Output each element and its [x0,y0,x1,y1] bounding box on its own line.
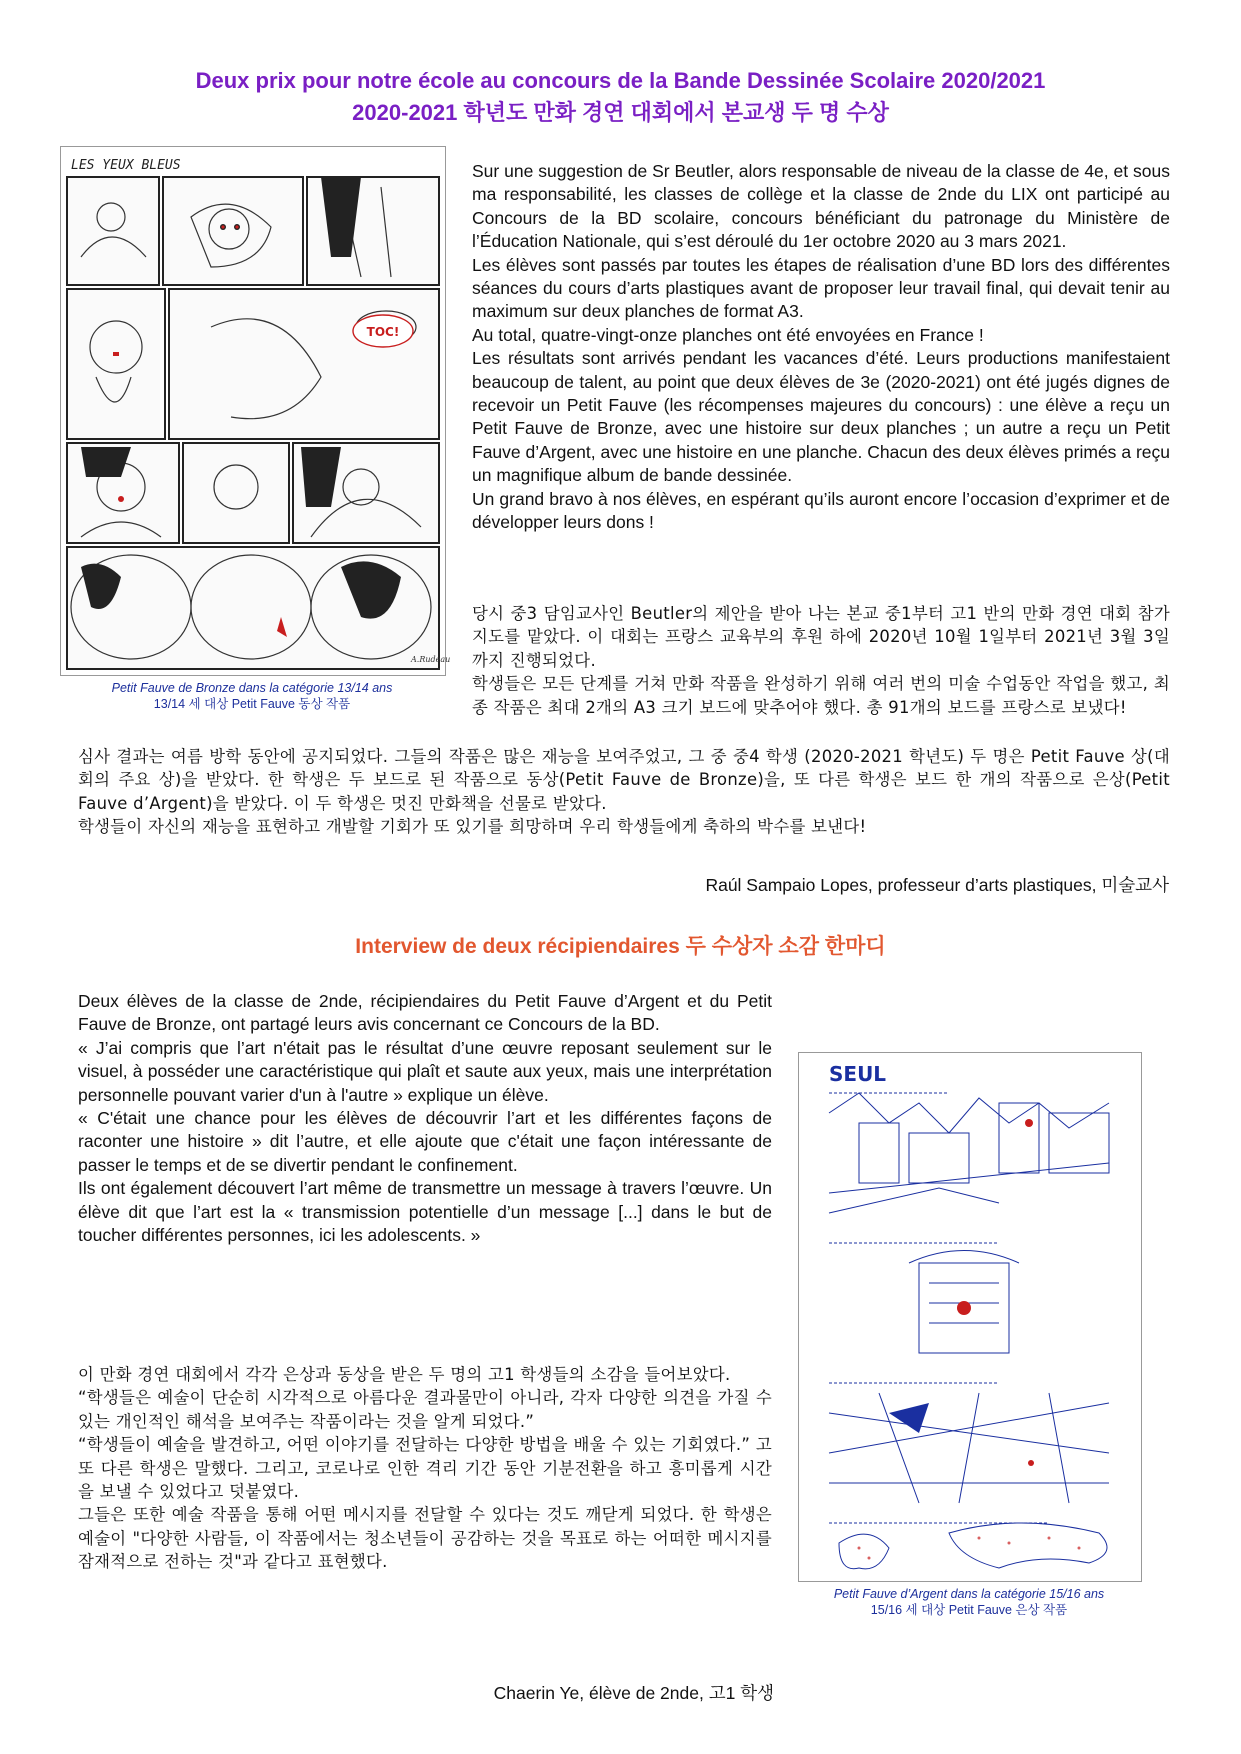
comic-figure-argent [798,1052,1142,1582]
paragraph: “학생들은 예술이 단순히 시각적으로 아름다운 결과물만이 아니라, 각자 다양한 의견을 가질 수 있는 개인적인 해석을 보여주는 작품이라는 것을 알게 되었다.” [78,1388,772,1431]
comic-title-lettering: LES YEUX BLEUS [71,158,181,173]
paragraph: Un grand bravo à nos élèves, en espérant qu’ils auront encore l’occasion d’exprimer et de développer leurs dons ! [472,488,1170,533]
article-body-ko-wide [78,745,1170,839]
interview-heading: Interview de deux récipiendaires 두 수상자 소감 한마디 [355,935,886,958]
caption-fr: Petit Fauve d’Argent dans la catégorie 15/16 ans [833,1587,1105,1601]
article-title-ko: 2020-2021 학년도 만화 경연 대회에서 본교생 두 명 수상 [352,100,889,125]
figure-caption-bronze [60,680,444,712]
paragraph: Les élèves sont passés par toutes les étapes de réalisation d’une BD lors des différentes séances du cours d’arts plastiques avant de proposer leur travail final, qui devait tenir au maximum sur deux planches de format A3. [472,254,1170,322]
paragraph: « C'était une chance pour les élèves de découvrir l’art et les différentes façons de raconter une histoire » dit l’autre, et elle ajoute que c'était une façon intéressante de passer le temps et de se divertir pendant le confinement. [78,1108,772,1175]
paragraph: 그들은 또한 예술 작품을 통해 어떤 메시지를 전달할 수 있다는 것도 깨닫게 되었다. 한 학생은 예술이 "다양한 사람들, 이 작품에서는 청소년들이 공감하는 것을 목표로 하는 어떠한 메시지를 잠재적으로 전하는 것"과 같다고 표현했다. [78,1505,772,1572]
caption-ko: 15/16 세 대상 Petit Fauve 은상 작품 [870,1603,1068,1617]
paragraph: 이 만화 경연 대회에서 각각 은상과 동상을 받은 두 명의 고1 학생들의 소감을 들어보았다. [78,1365,731,1384]
paragraph: 학생들은 모든 단계를 거쳐 만화 작품을 완성하기 위해 여러 번의 미술 수업동안 작업을 했고, 최종 작품은 최대 2개의 A3 크기 보드에 맞추어야 했다. 총 91개의 보드를 프랑스로 보냈다! [472,674,1170,717]
paragraph: Les résultats sont arrivés pendant les vacances d’été. Leurs productions manifestaient beaucoup de talent, au point que deux élèves de 3e (2020-2021) ont été jugés dignes de recevoir un Petit Fauve (les récompenses majeures du concours) : une élève a reçu un Petit Fauve de Bronze, avec une histoire sur deux planches ; un autre a reçu un Petit Fauve d’Argent, avec une histoire en une planche. Chacun des deux élèves primés a reçu un magnifique album de bande dessinée. [472,348,1170,486]
comic-title-lettering: SEUL [829,1062,887,1086]
article-title-fr: Deux prix pour notre école au concours de la Bande Dessinée Scolaire 2020/2021 [195,68,1046,93]
comic-drawing-argent [799,1053,1141,1581]
paragraph: Sur une suggestion de Sr Beutler, alors responsable de niveau de la classe de 4e, et sous ma responsabilité, les classes de collège et la classe de 2nde du LIX ont participé au Concours de la BD scolaire, concours bénéficiant du patronage du Ministère de l’Éducation Nationale, qui s’est déroulé du 1er octobre 2020 au 3 mars 2021. [472,161,1170,252]
speech-bubble [353,315,413,347]
interview-body-ko [78,1363,772,1574]
comic-signature: A.Rudeau [411,655,451,664]
interview-signature: Chaerin Ye, élève de 2nde, 고1 학생 [493,1683,774,1703]
paragraph: « J’ai compris que l’art n'était pas le résultat d’une œuvre reposant seulement sur le visuel, à posséder une caractéristique qui plaît et saute aux yeux, mais une interprétation personnelle pouvant varier d'un à l'autre » explique un élève. [78,1037,772,1105]
paragraph: 심사 결과는 여름 방학 동안에 공지되었다. 그들의 작품은 많은 재능을 보여주었고, 그 중 중4 학생 (2020-2021 학년도) 두 명은 Petit Fauve 상(대회의 주요 상)을 받았다. 한 학생은 두 보드로 된 작품으로 동상(Petit Fauve de Bronze)을, 또 다른 학생은 보드 한 개의 작품으로 은상(Petit Fauve d’Argent)을 받았다. 이 두 학생은 멋진 만화책을 선물로 받았다. [78,747,1170,813]
paragraph: 당시 중3 담임교사인 Beutler의 제안을 받아 나는 본교 중1부터 고1 반의 만화 경연 대회 참가지도를 맡았다. 이 대회는 프랑스 교육부의 후원 하에 2020년 10월 1일부터 2021년 3월 3일까지 진행되었다. [472,604,1170,670]
paragraph: Au total, quatre-vingt-onze planches ont été envoyées en France ! [472,324,984,345]
article-body-ko-narrow [472,602,1170,719]
caption-ko: 13/14 세 대상 Petit Fauve 동상 작품 [153,697,351,711]
paragraph: Deux élèves de la classe de 2nde, récipiendaires du Petit Fauve d’Argent et du Petit Fauve de Bronze, ont partagé leurs avis concernant ce Concours de la BD. [78,991,772,1035]
comic-figure-bronze [60,146,451,676]
caption-fr: Petit Fauve de Bronze dans la catégorie 13/14 ans [111,681,393,695]
article-body-fr [472,160,1170,535]
comic-drawing-bronze [61,147,451,675]
svg-text:TOC!: TOC! [366,325,400,339]
paragraph: “학생들이 예술을 발견하고, 어떤 이야기를 전달하는 다양한 방법을 배울 수 있는 기회였다.” 고 또 다른 학생은 말했다. 그리고, 코로나로 인한 격리 기간 동안 기분전환을 하고 흥미롭게 시간을 보낼 수 있었다고 덧붙였다. [78,1435,772,1502]
paragraph: Ils ont également découvert l’art même de transmettre un message à travers l’œuvre. Un élève dit que l’art est la « transmission potentielle d’un message [...] dans le but de toucher différentes personnes, ici les adolescents. » [78,1178,772,1246]
interview-body-fr [78,990,772,1247]
figure-caption-argent [798,1586,1140,1618]
paragraph: 학생들이 자신의 재능을 표현하고 개발할 기회가 또 있기를 희망하며 우리 학생들에게 축하의 박수를 보낸다! [78,817,867,837]
article-signature: Raúl Sampaio Lopes, professeur d’arts plastiques, 미술교사 [705,875,1169,895]
